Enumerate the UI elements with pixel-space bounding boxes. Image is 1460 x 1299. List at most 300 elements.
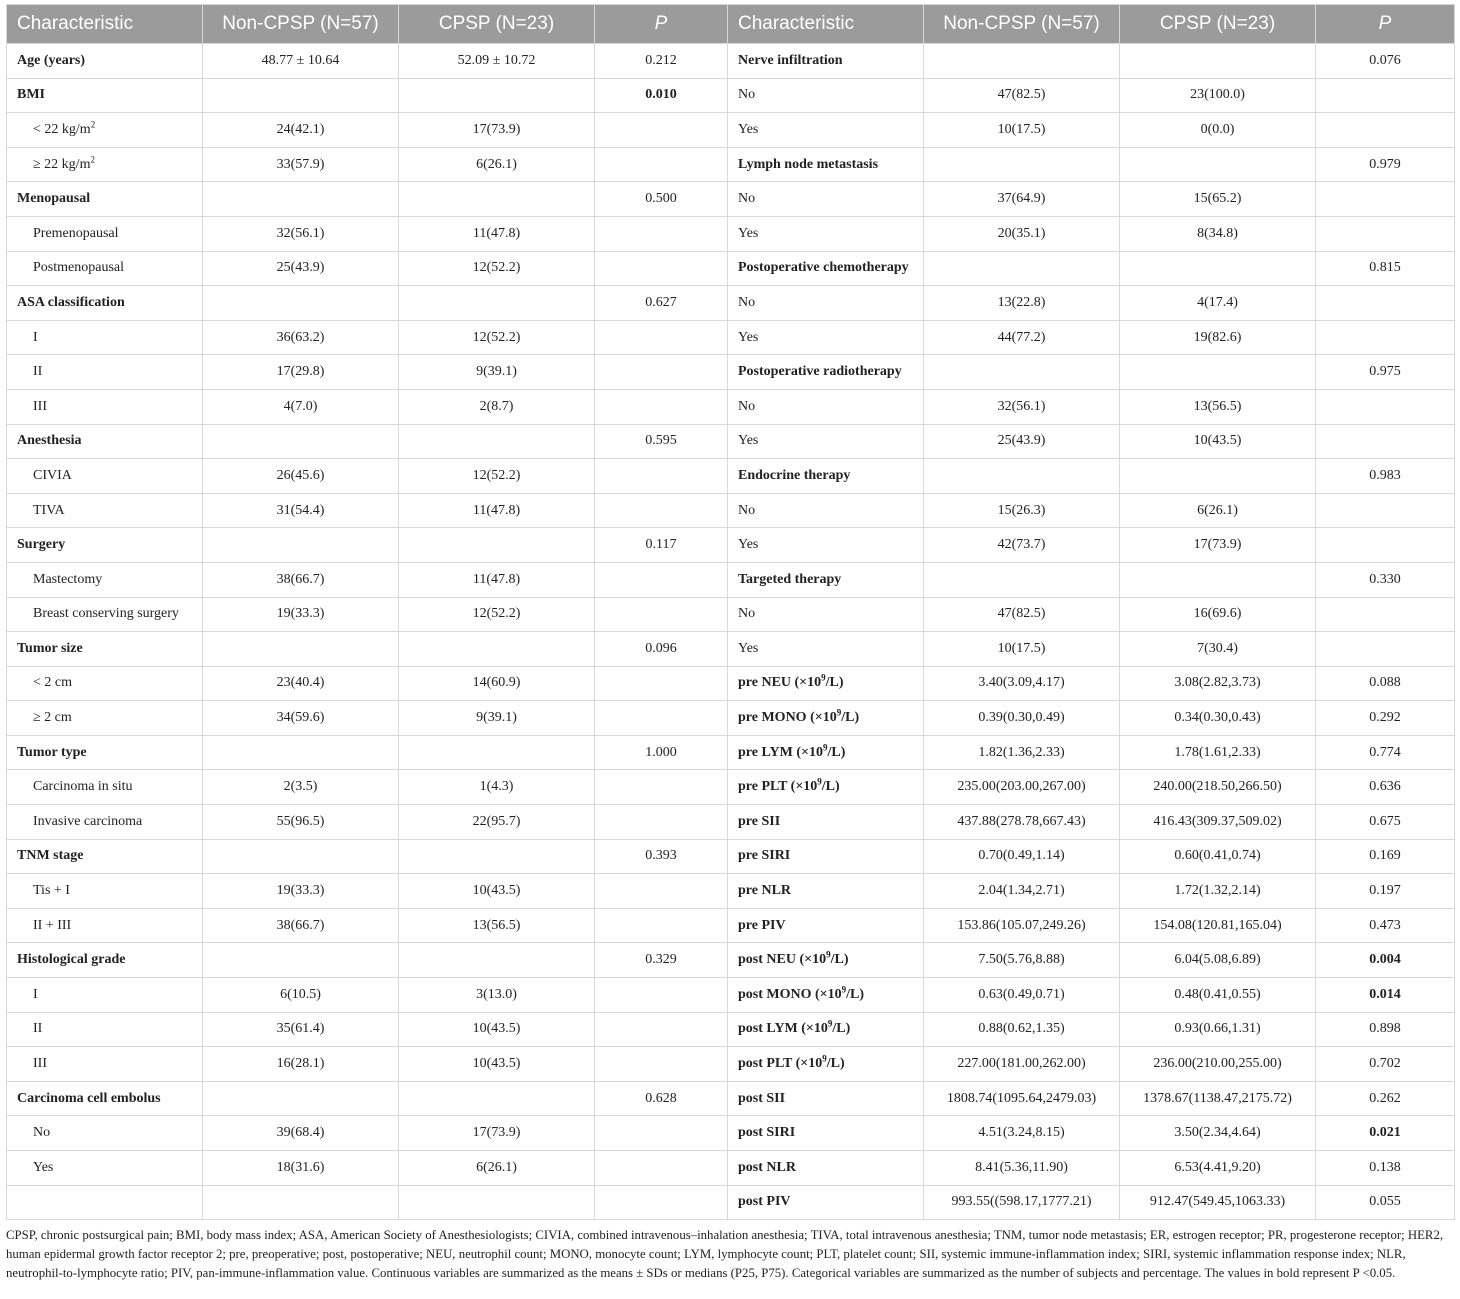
table-row	[7, 320, 1455, 355]
characteristic-label: Targeted therapy	[738, 571, 842, 587]
right-cpsp-value: 3.08(2.82,3.73)	[1120, 666, 1316, 701]
left-p-value	[595, 1185, 728, 1220]
unit-suffix: /L)	[832, 1021, 851, 1037]
left-non-cpsp-value: 4(7.0)	[203, 389, 399, 424]
left-cpsp-value: 12(52.2)	[399, 459, 595, 494]
characteristic-label: No	[738, 502, 756, 518]
right-p-value: 0.473	[1316, 908, 1455, 943]
right-cpsp-value: 0.48(0.41,0.55)	[1120, 978, 1316, 1013]
left-non-cpsp-value: 2(3.5)	[203, 770, 399, 805]
header-characteristic-left: Characteristic	[7, 5, 203, 44]
left-cpsp-value: 11(47.8)	[399, 216, 595, 251]
left-cpsp-value: 6(26.1)	[399, 147, 595, 182]
characteristic-label: Lymph node metastasis	[738, 156, 879, 172]
right-non-cpsp-value: 10(17.5)	[924, 632, 1120, 667]
right-p-value: 0.975	[1316, 355, 1455, 390]
left-non-cpsp-value: 25(43.9)	[203, 251, 399, 286]
characteristic-label: Yes	[738, 329, 759, 345]
left-characteristic-cell	[7, 320, 203, 355]
characteristic-label: Menopausal	[17, 191, 91, 207]
left-characteristic-cell	[7, 182, 203, 217]
right-cpsp-value	[1120, 44, 1316, 79]
left-p-value	[595, 1012, 728, 1047]
left-characteristic-cell	[7, 1047, 203, 1082]
right-non-cpsp-value: 10(17.5)	[924, 113, 1120, 148]
left-cpsp-value: 12(52.2)	[399, 320, 595, 355]
characteristic-label: pre LYM (×10	[738, 744, 823, 760]
left-cpsp-value: 12(52.2)	[399, 251, 595, 286]
left-characteristic-cell	[7, 44, 203, 79]
left-p-value	[595, 666, 728, 701]
characteristic-label: Premenopausal	[33, 225, 119, 241]
characteristic-label: Yes	[738, 433, 759, 449]
right-characteristic-cell	[728, 216, 924, 251]
characteristic-label: No	[738, 294, 756, 310]
left-cpsp-value: 9(39.1)	[399, 355, 595, 390]
left-non-cpsp-value: 24(42.1)	[203, 113, 399, 148]
right-non-cpsp-value: 13(22.8)	[924, 286, 1120, 321]
left-characteristic-cell	[7, 459, 203, 494]
right-p-value: 0.088	[1316, 666, 1455, 701]
table-row	[7, 113, 1455, 148]
right-non-cpsp-value: 47(82.5)	[924, 78, 1120, 113]
characteristic-label: post PIV	[738, 1194, 791, 1210]
characteristic-label: Breast conserving surgery	[33, 606, 179, 622]
left-cpsp-value	[399, 424, 595, 459]
unit-suffix: /L)	[825, 675, 844, 691]
table-row	[7, 424, 1455, 459]
characteristic-label: pre SII	[738, 813, 781, 829]
right-cpsp-value: 13(56.5)	[1120, 389, 1316, 424]
left-non-cpsp-value: 6(10.5)	[203, 978, 399, 1013]
characteristic-label: CIVIA	[33, 467, 72, 483]
right-p-value: 0.197	[1316, 874, 1455, 909]
left-cpsp-value: 10(43.5)	[399, 1012, 595, 1047]
characteristic-label: post SIRI	[738, 1125, 796, 1141]
right-characteristic-cell	[728, 735, 924, 770]
left-cpsp-value	[399, 735, 595, 770]
left-characteristic-cell	[7, 770, 203, 805]
table-row	[7, 182, 1455, 217]
table-footnote: CPSP, chronic postsurgical pain; BMI, body mass index; ASA, American Society of Anesthesiologists; CIVIA, combined intravenous–inhalation anesthesia; TIVA, total intravenous anesthesia; TNM, tumor node metastasis; ER, estrogen receptor; PR, progesterone receptor; HER2, human epidermal growth factor receptor 2; pre, preoperative; post, postoperative; NEU, neutrophil count; MONO, monocyte count; LYM, lymphocyte count; PLT, platelet count; SII, systemic immune-inflammation index; SIRI, systemic inflammation response index; NLR, neutrophil-to-lymphocyte ratio; PIV, pan-immune-inflammation value. Continuous variables are summarized as the means ± SDs or medians (P25, P75). Categorical variables are summarized as the number of subjects and percentage. The values in bold represent P <0.05.	[6, 1228, 1444, 1281]
right-non-cpsp-value: 7.50(5.76,8.88)	[924, 943, 1120, 978]
right-p-value: 0.330	[1316, 562, 1455, 597]
left-p-value	[595, 805, 728, 840]
table-row	[7, 943, 1455, 978]
unit-suffix: /L)	[846, 986, 865, 1002]
characteristic-label: Age (years)	[17, 52, 86, 68]
right-non-cpsp-value: 0.88(0.62,1.35)	[924, 1012, 1120, 1047]
right-characteristic-cell	[728, 182, 924, 217]
left-non-cpsp-value: 33(57.9)	[203, 147, 399, 182]
right-characteristic-cell	[728, 1081, 924, 1116]
characteristic-label: Yes	[33, 1159, 54, 1175]
left-p-value: 0.212	[595, 44, 728, 79]
right-non-cpsp-value: 0.39(0.30,0.49)	[924, 701, 1120, 736]
right-non-cpsp-value: 1808.74(1095.64,2479.03)	[924, 1081, 1120, 1116]
right-characteristic-cell	[728, 44, 924, 79]
table-row	[7, 286, 1455, 321]
left-characteristic-cell	[7, 113, 203, 148]
left-cpsp-value	[399, 1081, 595, 1116]
table-row	[7, 805, 1455, 840]
left-non-cpsp-value: 32(56.1)	[203, 216, 399, 251]
characteristic-label: Yes	[738, 640, 759, 656]
right-cpsp-value: 15(65.2)	[1120, 182, 1316, 217]
left-non-cpsp-value: 48.77 ± 10.64	[203, 44, 399, 79]
left-p-value	[595, 597, 728, 632]
left-characteristic-cell	[7, 78, 203, 113]
left-cpsp-value	[399, 528, 595, 563]
left-p-value: 0.117	[595, 528, 728, 563]
right-p-value: 0.055	[1316, 1185, 1455, 1220]
left-non-cpsp-value: 26(45.6)	[203, 459, 399, 494]
right-p-value: 0.262	[1316, 1081, 1455, 1116]
left-p-value: 0.010	[595, 78, 728, 113]
superscript: 9	[836, 707, 842, 718]
left-p-value: 0.500	[595, 182, 728, 217]
characteristic-label: pre SIRI	[738, 848, 791, 864]
table-container	[6, 4, 1454, 1283]
characteristic-label: Anesthesia	[17, 433, 82, 449]
characteristic-label: Tis + I	[33, 883, 70, 899]
right-characteristic-cell	[728, 562, 924, 597]
characteristic-label: No	[738, 87, 756, 103]
right-cpsp-value: 23(100.0)	[1120, 78, 1316, 113]
right-cpsp-value: 17(73.9)	[1120, 528, 1316, 563]
left-p-value: 0.595	[595, 424, 728, 459]
left-p-value	[595, 147, 728, 182]
left-cpsp-value: 52.09 ± 10.72	[399, 44, 595, 79]
left-non-cpsp-value: 31(54.4)	[203, 493, 399, 528]
left-p-value	[595, 908, 728, 943]
left-non-cpsp-value: 35(61.4)	[203, 1012, 399, 1047]
left-non-cpsp-value	[203, 424, 399, 459]
right-characteristic-cell	[728, 355, 924, 390]
right-p-value: 0.702	[1316, 1047, 1455, 1082]
left-p-value	[595, 562, 728, 597]
left-characteristic-cell	[7, 528, 203, 563]
table-row	[7, 459, 1455, 494]
characteristic-label: post NEU (×10	[738, 952, 827, 968]
characteristic-label: < 2 cm	[33, 675, 72, 691]
unit-suffix: /L)	[821, 779, 840, 795]
characteristic-label: Yes	[738, 537, 759, 553]
right-non-cpsp-value: 0.63(0.49,0.71)	[924, 978, 1120, 1013]
characteristic-label: Invasive carcinoma	[33, 813, 143, 829]
right-non-cpsp-value: 3.40(3.09,4.17)	[924, 666, 1120, 701]
left-non-cpsp-value	[203, 1081, 399, 1116]
right-characteristic-cell	[728, 874, 924, 909]
right-cpsp-value: 16(69.6)	[1120, 597, 1316, 632]
left-non-cpsp-value: 16(28.1)	[203, 1047, 399, 1082]
table-row	[7, 493, 1455, 528]
right-p-value: 0.138	[1316, 1151, 1455, 1186]
characteristic-label: Tumor type	[17, 744, 87, 760]
characteristic-label: II	[33, 364, 43, 380]
left-characteristic-cell	[7, 632, 203, 667]
right-p-value	[1316, 320, 1455, 355]
right-cpsp-value: 6(26.1)	[1120, 493, 1316, 528]
left-p-value	[595, 459, 728, 494]
table-row	[7, 874, 1455, 909]
characteristic-label: Yes	[738, 225, 759, 241]
left-cpsp-value: 2(8.7)	[399, 389, 595, 424]
right-cpsp-value	[1120, 251, 1316, 286]
right-p-value: 0.675	[1316, 805, 1455, 840]
right-characteristic-cell	[728, 597, 924, 632]
left-characteristic-cell	[7, 251, 203, 286]
left-non-cpsp-value: 38(66.7)	[203, 908, 399, 943]
left-characteristic-cell	[7, 1151, 203, 1186]
right-p-value: 0.169	[1316, 839, 1455, 874]
left-characteristic-cell	[7, 701, 203, 736]
right-p-value: 0.014	[1316, 978, 1455, 1013]
characteristic-label: ≥ 22 kg/m	[33, 156, 91, 172]
right-characteristic-cell	[728, 286, 924, 321]
characteristic-label: post MONO (×10	[738, 986, 842, 1002]
characteristic-label: pre NLR	[738, 883, 792, 899]
left-characteristic-cell	[7, 666, 203, 701]
table-row	[7, 666, 1455, 701]
right-characteristic-cell	[728, 632, 924, 667]
right-cpsp-value: 240.00(218.50,266.50)	[1120, 770, 1316, 805]
right-p-value	[1316, 78, 1455, 113]
left-characteristic-cell	[7, 1185, 203, 1220]
characteristic-label: III	[33, 1056, 47, 1072]
right-p-value: 0.004	[1316, 943, 1455, 978]
left-p-value	[595, 978, 728, 1013]
right-non-cpsp-value	[924, 251, 1120, 286]
left-p-value	[595, 355, 728, 390]
right-non-cpsp-value: 993.55((598.17,1777.21)	[924, 1185, 1120, 1220]
superscript: 9	[822, 1053, 827, 1064]
right-non-cpsp-value: 42(73.7)	[924, 528, 1120, 563]
right-p-value	[1316, 528, 1455, 563]
left-cpsp-value: 11(47.8)	[399, 562, 595, 597]
left-p-value: 0.628	[595, 1081, 728, 1116]
right-cpsp-value	[1120, 355, 1316, 390]
header-cpsp-left: CPSP (N=23)	[399, 5, 595, 44]
right-cpsp-value: 8(34.8)	[1120, 216, 1316, 251]
left-cpsp-value	[399, 78, 595, 113]
characteristic-label: II	[33, 1021, 43, 1037]
table-row	[7, 1151, 1455, 1186]
characteristic-label: TIVA	[33, 502, 65, 518]
left-p-value	[595, 770, 728, 805]
left-characteristic-cell	[7, 147, 203, 182]
right-characteristic-cell	[728, 1116, 924, 1151]
table-body	[7, 44, 1455, 1220]
header-non-cpsp-left: Non-CPSP (N=57)	[203, 5, 399, 44]
right-characteristic-cell	[728, 493, 924, 528]
right-characteristic-cell	[728, 1151, 924, 1186]
characteristic-label: Nerve infiltration	[738, 52, 843, 68]
left-cpsp-value: 13(56.5)	[399, 908, 595, 943]
characteristic-label: Mastectomy	[33, 571, 103, 587]
right-p-value	[1316, 182, 1455, 217]
right-cpsp-value	[1120, 459, 1316, 494]
left-cpsp-value: 11(47.8)	[399, 493, 595, 528]
right-non-cpsp-value: 20(35.1)	[924, 216, 1120, 251]
right-characteristic-cell	[728, 1047, 924, 1082]
superscript: 9	[841, 984, 847, 995]
left-cpsp-value	[399, 1185, 595, 1220]
left-non-cpsp-value	[203, 632, 399, 667]
characteristic-label: Carcinoma cell embolus	[17, 1090, 161, 1106]
right-non-cpsp-value: 4.51(3.24,8.15)	[924, 1116, 1120, 1151]
right-cpsp-value	[1120, 562, 1316, 597]
right-characteristic-cell	[728, 1012, 924, 1047]
right-cpsp-value: 1378.67(1138.47,2175.72)	[1120, 1081, 1316, 1116]
left-cpsp-value	[399, 943, 595, 978]
table-row	[7, 147, 1455, 182]
table-row	[7, 908, 1455, 943]
unit-suffix: /L)	[841, 710, 860, 726]
left-cpsp-value: 9(39.1)	[399, 701, 595, 736]
table-row	[7, 1047, 1455, 1082]
right-characteristic-cell	[728, 147, 924, 182]
characteristic-label: post PLT (×10	[738, 1056, 823, 1072]
left-non-cpsp-value	[203, 286, 399, 321]
table-row	[7, 1116, 1455, 1151]
superscript: 2	[90, 119, 96, 130]
right-non-cpsp-value: 2.04(1.34,2.71)	[924, 874, 1120, 909]
table-row	[7, 216, 1455, 251]
right-characteristic-cell	[728, 666, 924, 701]
left-cpsp-value: 6(26.1)	[399, 1151, 595, 1186]
header-non-cpsp-right: Non-CPSP (N=57)	[924, 5, 1120, 44]
right-cpsp-value: 10(43.5)	[1120, 424, 1316, 459]
right-p-value	[1316, 216, 1455, 251]
left-cpsp-value: 22(95.7)	[399, 805, 595, 840]
right-p-value	[1316, 493, 1455, 528]
right-p-value	[1316, 632, 1455, 667]
characteristic-label: pre NEU (×10	[738, 675, 822, 691]
characteristic-label: ASA classification	[17, 294, 125, 310]
right-p-value: 0.815	[1316, 251, 1455, 286]
unit-suffix: /L)	[830, 952, 849, 968]
right-characteristic-cell	[728, 113, 924, 148]
left-non-cpsp-value	[203, 182, 399, 217]
left-non-cpsp-value: 39(68.4)	[203, 1116, 399, 1151]
right-characteristic-cell	[728, 78, 924, 113]
right-non-cpsp-value: 8.41(5.36,11.90)	[924, 1151, 1120, 1186]
characteristic-label: Histological grade	[17, 952, 126, 968]
right-cpsp-value: 0.93(0.66,1.31)	[1120, 1012, 1316, 1047]
left-non-cpsp-value	[203, 839, 399, 874]
table-row	[7, 251, 1455, 286]
left-characteristic-cell	[7, 355, 203, 390]
characteristic-label: pre PLT (×10	[738, 779, 818, 795]
left-cpsp-value: 10(43.5)	[399, 1047, 595, 1082]
right-non-cpsp-value	[924, 459, 1120, 494]
right-p-value: 0.076	[1316, 44, 1455, 79]
left-non-cpsp-value: 34(59.6)	[203, 701, 399, 736]
right-p-value: 0.983	[1316, 459, 1455, 494]
right-cpsp-value: 236.00(210.00,255.00)	[1120, 1047, 1316, 1082]
characteristic-label: Postoperative chemotherapy	[738, 260, 909, 276]
right-characteristic-cell	[728, 770, 924, 805]
characteristic-label: No	[738, 398, 756, 414]
right-characteristic-cell	[728, 424, 924, 459]
table-row	[7, 78, 1455, 113]
characteristic-label: No	[738, 606, 756, 622]
left-non-cpsp-value: 38(66.7)	[203, 562, 399, 597]
left-characteristic-cell	[7, 874, 203, 909]
characteristic-label: Tumor size	[17, 640, 83, 656]
left-cpsp-value	[399, 632, 595, 667]
right-cpsp-value: 0.60(0.41,0.74)	[1120, 839, 1316, 874]
left-characteristic-cell	[7, 908, 203, 943]
characteristic-label: < 22 kg/m	[33, 121, 91, 137]
right-non-cpsp-value: 32(56.1)	[924, 389, 1120, 424]
right-cpsp-value: 4(17.4)	[1120, 286, 1316, 321]
left-p-value	[595, 251, 728, 286]
left-non-cpsp-value	[203, 528, 399, 563]
right-cpsp-value: 7(30.4)	[1120, 632, 1316, 667]
characteristic-label: III	[33, 398, 47, 414]
right-cpsp-value	[1120, 147, 1316, 182]
right-p-value	[1316, 597, 1455, 632]
left-cpsp-value	[399, 286, 595, 321]
header-characteristic-right: Characteristic	[728, 5, 924, 44]
left-cpsp-value: 10(43.5)	[399, 874, 595, 909]
table-row	[7, 389, 1455, 424]
right-characteristic-cell	[728, 320, 924, 355]
characteristic-label: I	[33, 986, 38, 1002]
characteristic-label: Surgery	[17, 537, 66, 553]
left-p-value: 0.393	[595, 839, 728, 874]
left-characteristic-cell	[7, 1116, 203, 1151]
superscript: 9	[822, 742, 828, 753]
unit-suffix: /L)	[827, 744, 846, 760]
table-row	[7, 632, 1455, 667]
superscript: 9	[826, 949, 831, 960]
left-characteristic-cell	[7, 597, 203, 632]
right-non-cpsp-value	[924, 147, 1120, 182]
left-cpsp-value: 12(52.2)	[399, 597, 595, 632]
right-non-cpsp-value: 1.82(1.36,2.33)	[924, 735, 1120, 770]
characteristic-label: post SII	[738, 1090, 786, 1106]
left-characteristic-cell	[7, 1081, 203, 1116]
right-cpsp-value: 1.78(1.61,2.33)	[1120, 735, 1316, 770]
right-characteristic-cell	[728, 528, 924, 563]
right-p-value	[1316, 113, 1455, 148]
right-characteristic-cell	[728, 805, 924, 840]
left-p-value: 0.096	[595, 632, 728, 667]
table-row	[7, 1081, 1455, 1116]
table-row	[7, 770, 1455, 805]
right-p-value: 0.898	[1316, 1012, 1455, 1047]
right-p-value: 0.021	[1316, 1116, 1455, 1151]
right-cpsp-value: 6.04(5.08,6.89)	[1120, 943, 1316, 978]
right-characteristic-cell	[728, 1185, 924, 1220]
left-non-cpsp-value: 36(63.2)	[203, 320, 399, 355]
left-characteristic-cell	[7, 493, 203, 528]
left-characteristic-cell	[7, 839, 203, 874]
right-non-cpsp-value: 47(82.5)	[924, 597, 1120, 632]
characteristic-label: I	[33, 329, 38, 345]
left-cpsp-value: 14(60.9)	[399, 666, 595, 701]
right-characteristic-cell	[728, 459, 924, 494]
characteristic-label: ≥ 2 cm	[33, 710, 72, 726]
left-cpsp-value: 17(73.9)	[399, 113, 595, 148]
left-p-value: 0.627	[595, 286, 728, 321]
table-row	[7, 528, 1455, 563]
left-non-cpsp-value	[203, 78, 399, 113]
right-non-cpsp-value: 227.00(181.00,262.00)	[924, 1047, 1120, 1082]
